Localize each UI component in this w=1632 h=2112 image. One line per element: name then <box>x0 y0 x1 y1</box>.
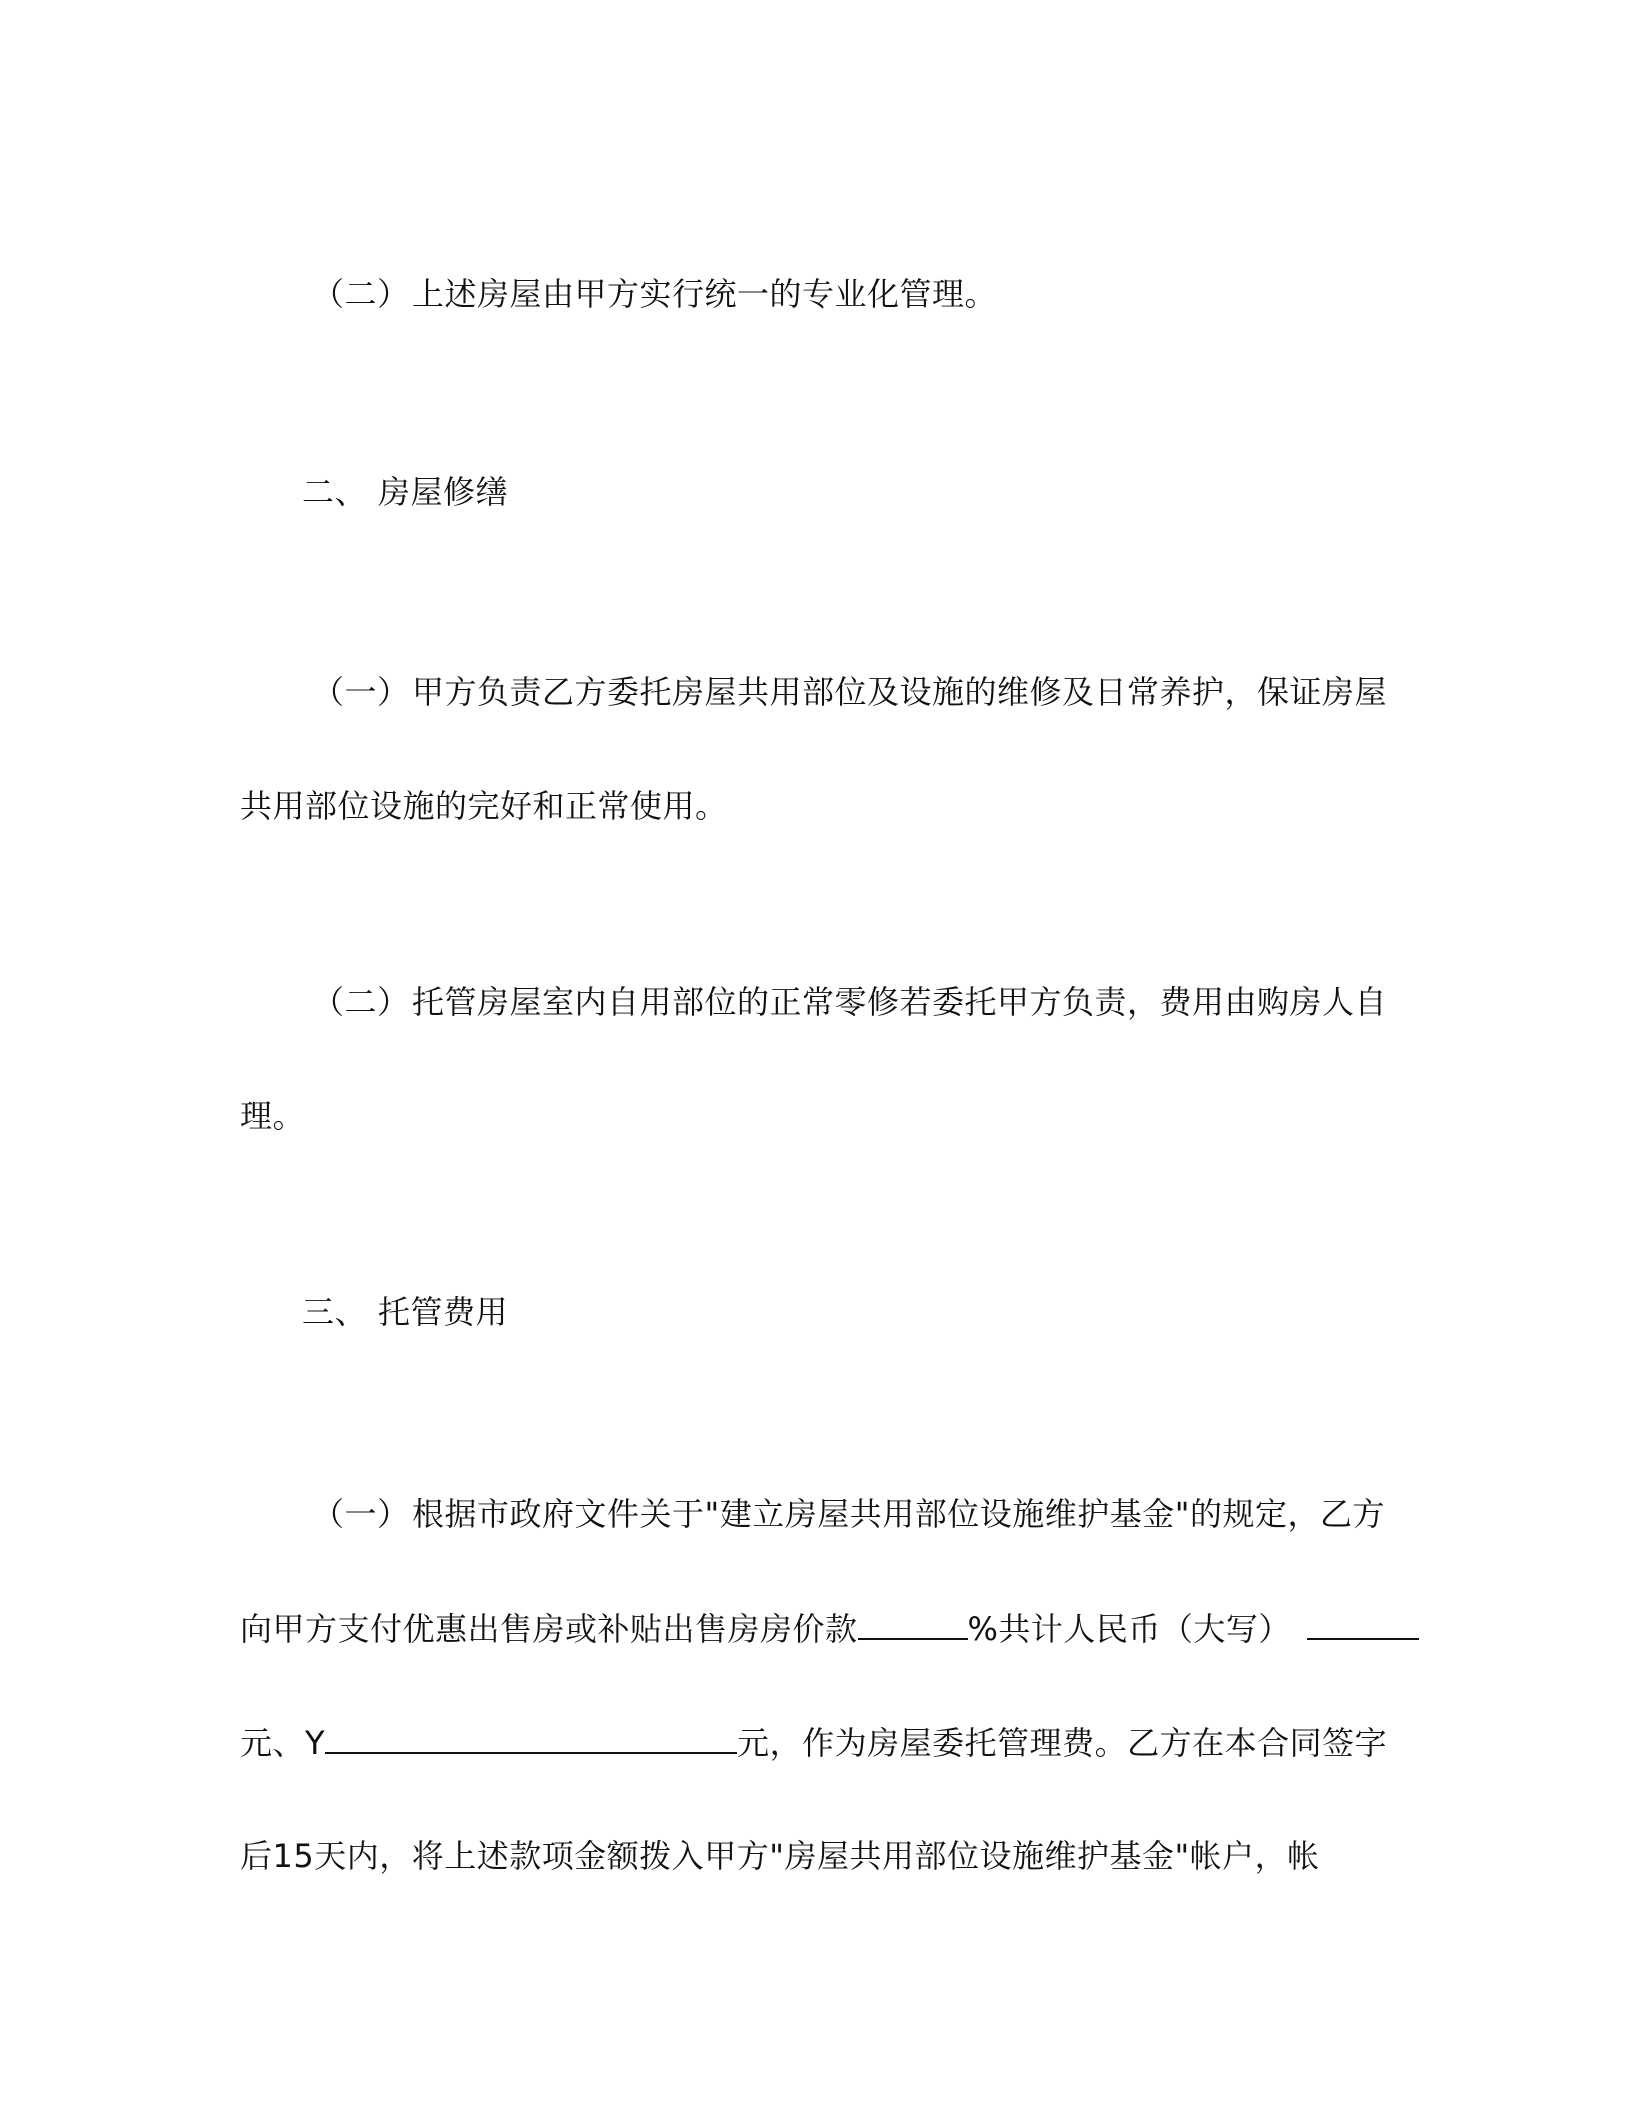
clause-fees-1-line4 <box>240 1836 1320 1876</box>
section-title: 房屋修缮 <box>378 473 509 511</box>
section-number: 二、 <box>302 473 368 511</box>
section-title: 托管费用 <box>378 1293 509 1331</box>
amount-uppercase-blank-field[interactable] <box>1307 1608 1419 1640</box>
clause-number: （二） <box>312 275 410 313</box>
clause-2-2-line <box>312 274 997 314</box>
clause-repair-1-line2 <box>240 786 728 826</box>
clause-fees-1-line2 <box>240 1608 1419 1649</box>
clause-repair-2-line1 <box>312 982 1387 1022</box>
clause-fees-1-line3 <box>240 1722 1387 1763</box>
clause-text: 理。 <box>240 1097 306 1135</box>
clause-text: 共用部位设施的完好和正常使用。 <box>240 787 728 825</box>
clause-repair-1-line1 <box>312 672 1387 712</box>
percent-blank-field[interactable] <box>858 1608 968 1640</box>
clause-text: 托管房屋室内自用部位的正常零修若委托甲方负责，费用由购房人自 <box>412 983 1388 1021</box>
amount-number-blank-field[interactable] <box>325 1722 737 1754</box>
clause-text: 上述房屋由甲方实行统一的专业化管理。 <box>412 275 998 313</box>
clause-text: %共计人民币（大写） <box>967 1610 1291 1648</box>
clause-text: 根据市政府文件关于"建立房屋共用部位设施维护基金"的规定，乙方 <box>412 1495 1385 1533</box>
clause-text: 向甲方支付优惠出售房或补贴出售房房价款 <box>240 1610 858 1648</box>
clause-number: （一） <box>312 673 410 711</box>
section-number: 三、 <box>302 1293 368 1331</box>
clause-fees-1-line1 <box>312 1494 1385 1534</box>
clause-text: 甲方负责乙方委托房屋共用部位及设施的维修及日常养护，保证房屋 <box>412 673 1388 711</box>
clause-text: 元、Y <box>240 1724 326 1762</box>
clause-text: 后15天内，将上述款项金额拨入甲方"房屋共用部位设施维护基金"帐户，帐 <box>240 1837 1320 1875</box>
clause-number: （一） <box>312 1495 410 1533</box>
clause-number: （二） <box>312 983 410 1021</box>
clause-text: 元，作为房屋委托管理费。乙方在本合同签字 <box>737 1724 1388 1762</box>
section-heading-fees <box>302 1292 508 1332</box>
section-heading-repair <box>302 472 508 512</box>
clause-repair-2-line2 <box>240 1096 305 1136</box>
